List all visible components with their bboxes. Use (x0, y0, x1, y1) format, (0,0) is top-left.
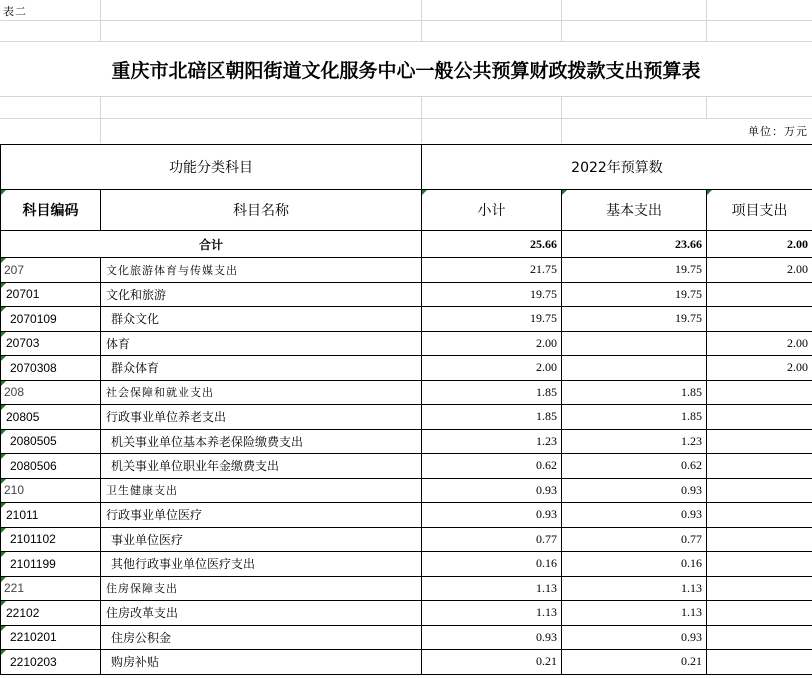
row-subtotal[interactable]: 0.93 (422, 625, 562, 650)
table-row (1, 356, 812, 381)
row-name[interactable]: 机关事业单位职业年金缴费支出 (101, 454, 422, 479)
row-basic[interactable] (562, 331, 707, 356)
row-project[interactable] (707, 405, 812, 430)
table-row (1, 478, 812, 503)
header-row-2 (1, 190, 812, 231)
header-code[interactable]: 科目编码 (1, 190, 101, 231)
row-code[interactable]: 20701 (1, 282, 101, 307)
row-subtotal[interactable]: 2.00 (422, 331, 562, 356)
table-row (1, 331, 812, 356)
row-name[interactable]: 机关事业单位基本养老保险缴费支出 (101, 429, 422, 454)
row-subtotal[interactable]: 0.77 (422, 527, 562, 552)
row-project[interactable] (707, 576, 812, 601)
row-name[interactable]: 体育 (101, 331, 422, 356)
row-code[interactable]: 21011 (1, 503, 101, 528)
row-subtotal[interactable]: 19.75 (422, 282, 562, 307)
row-project[interactable]: 2.00 (707, 331, 812, 356)
row-basic[interactable]: 0.93 (562, 478, 707, 503)
row-subtotal[interactable]: 0.93 (422, 478, 562, 503)
row-basic[interactable]: 0.93 (562, 625, 707, 650)
table-row (1, 429, 812, 454)
total-basic[interactable]: 23.66 (562, 231, 707, 258)
row-code[interactable]: 207 (1, 258, 101, 283)
table-row (1, 307, 812, 332)
table-row (1, 282, 812, 307)
row-basic[interactable]: 1.13 (562, 576, 707, 601)
header-project[interactable]: 项目支出 (707, 190, 812, 231)
row-project[interactable]: 2.00 (707, 258, 812, 283)
row-basic[interactable]: 19.75 (562, 307, 707, 332)
row-basic[interactable]: 1.23 (562, 429, 707, 454)
table-row (1, 601, 812, 626)
row-subtotal[interactable]: 0.93 (422, 503, 562, 528)
row-name[interactable]: 文化旅游体育与传媒支出 (101, 258, 422, 283)
row-subtotal[interactable]: 0.62 (422, 454, 562, 479)
table-row (1, 625, 812, 650)
total-subtotal[interactable]: 25.66 (422, 231, 562, 258)
row-name[interactable]: 文化和旅游 (101, 282, 422, 307)
row-name[interactable]: 群众体育 (101, 356, 422, 381)
row-name[interactable]: 事业单位医疗 (101, 527, 422, 552)
row-code[interactable]: 2070308 (1, 356, 101, 381)
row-name[interactable]: 购房补贴 (101, 650, 422, 675)
row-subtotal[interactable]: 1.85 (422, 405, 562, 430)
row-basic[interactable]: 0.21 (562, 650, 707, 675)
header-basic[interactable]: 基本支出 (562, 190, 707, 231)
sheet-label: 表二 (3, 5, 27, 18)
row-code[interactable]: 221 (1, 576, 101, 601)
row-subtotal[interactable]: 21.75 (422, 258, 562, 283)
header-row-1 (1, 145, 812, 190)
row-project[interactable]: 2.00 (707, 356, 812, 381)
table-row (1, 552, 812, 577)
budget-table (0, 144, 812, 675)
row-code[interactable]: 20703 (1, 331, 101, 356)
row-basic[interactable]: 1.13 (562, 601, 707, 626)
row-project[interactable] (707, 625, 812, 650)
row-code[interactable]: 2101102 (1, 527, 101, 552)
table-row (1, 503, 812, 528)
row-basic[interactable]: 1.85 (562, 380, 707, 405)
table-row (1, 405, 812, 430)
table-row (1, 576, 812, 601)
row-basic[interactable] (562, 356, 707, 381)
table-row (1, 527, 812, 552)
row-code[interactable]: 2080505 (1, 429, 101, 454)
table-row (1, 454, 812, 479)
row-basic[interactable]: 19.75 (562, 282, 707, 307)
row-code[interactable]: 2070109 (1, 307, 101, 332)
row-subtotal[interactable]: 0.16 (422, 552, 562, 577)
total-project[interactable]: 2.00 (707, 231, 812, 258)
row-basic[interactable]: 0.93 (562, 503, 707, 528)
row-project[interactable] (707, 380, 812, 405)
header-budget[interactable]: 2022年预算数 (422, 145, 812, 190)
total-label[interactable]: 合计 (1, 231, 422, 258)
row-project[interactable] (707, 478, 812, 503)
table-row (1, 258, 812, 283)
row-project[interactable] (707, 552, 812, 577)
row-code[interactable]: 22102 (1, 601, 101, 626)
table-row (1, 380, 812, 405)
row-code[interactable]: 2210201 (1, 625, 101, 650)
row-name[interactable]: 住房公积金 (101, 625, 422, 650)
header-subtotal[interactable]: 小计 (422, 190, 562, 231)
row-project[interactable] (707, 601, 812, 626)
row-name[interactable]: 行政事业单位养老支出 (101, 405, 422, 430)
row-basic[interactable]: 0.16 (562, 552, 707, 577)
row-subtotal[interactable]: 0.21 (422, 650, 562, 675)
row-subtotal[interactable]: 1.13 (422, 576, 562, 601)
row-project[interactable] (707, 454, 812, 479)
unit-label: 单位：万元 (748, 125, 808, 138)
table-row (1, 650, 812, 675)
row-project[interactable] (707, 307, 812, 332)
row-basic[interactable]: 1.85 (562, 405, 707, 430)
row-name[interactable]: 住房改革支出 (101, 601, 422, 626)
row-code[interactable]: 208 (1, 380, 101, 405)
row-subtotal[interactable]: 2.00 (422, 356, 562, 381)
row-name[interactable]: 卫生健康支出 (101, 478, 422, 503)
header-category[interactable]: 功能分类科目 (1, 145, 422, 190)
row-basic[interactable]: 0.77 (562, 527, 707, 552)
row-name[interactable]: 其他行政事业单位医疗支出 (101, 552, 422, 577)
row-name[interactable]: 群众文化 (101, 307, 422, 332)
row-subtotal[interactable]: 1.23 (422, 429, 562, 454)
row-code[interactable]: 210 (1, 478, 101, 503)
row-project[interactable] (707, 282, 812, 307)
total-row (1, 231, 812, 258)
row-basic[interactable]: 0.62 (562, 454, 707, 479)
row-subtotal[interactable]: 1.85 (422, 380, 562, 405)
row-project[interactable] (707, 650, 812, 675)
row-code[interactable]: 2210203 (1, 650, 101, 675)
row-project[interactable] (707, 429, 812, 454)
page-title: 重庆市北碚区朝阳街道文化服务中心一般公共预算财政拨款支出预算表 (111, 60, 701, 82)
row-project[interactable] (707, 527, 812, 552)
row-code[interactable]: 2101199 (1, 552, 101, 577)
row-name[interactable]: 行政事业单位医疗 (101, 503, 422, 528)
header-name[interactable]: 科目名称 (101, 190, 422, 231)
row-basic[interactable]: 19.75 (562, 258, 707, 283)
row-project[interactable] (707, 503, 812, 528)
row-subtotal[interactable]: 1.13 (422, 601, 562, 626)
row-code[interactable]: 2080506 (1, 454, 101, 479)
row-name[interactable]: 住房保障支出 (101, 576, 422, 601)
row-subtotal[interactable]: 19.75 (422, 307, 562, 332)
row-code[interactable]: 20805 (1, 405, 101, 430)
row-name[interactable]: 社会保障和就业支出 (101, 380, 422, 405)
